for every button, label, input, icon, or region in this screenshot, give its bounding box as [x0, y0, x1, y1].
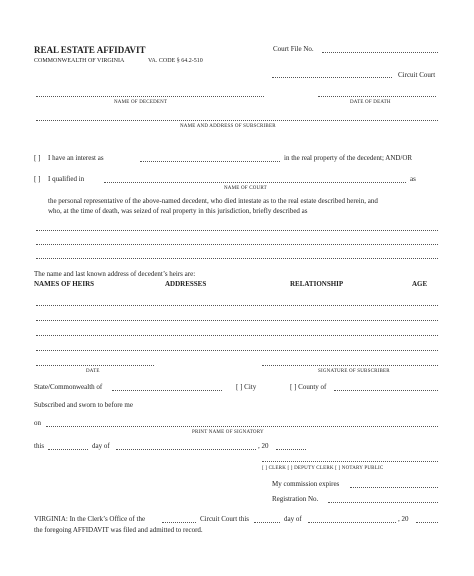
signature-caption: SIGNATURE OF SUBSCRIBER	[318, 369, 390, 374]
footer-prefix: VIRGINIA: In the Clerk’s Office of the	[34, 515, 146, 523]
heirs-intro: The name and last known address of decedent’s heirs are:	[34, 270, 196, 278]
county-option[interactable]: [ ] County of	[290, 383, 327, 391]
heir-line-4[interactable]	[36, 350, 438, 351]
date-of-death-caption: DATE OF DEATH	[350, 100, 391, 105]
interest-field[interactable]	[140, 161, 280, 162]
court-name-caption: NAME OF COURT	[224, 186, 267, 191]
decedent-name-caption: NAME OF DECEDENT	[114, 100, 168, 105]
qualified-label: I qualified in	[48, 175, 85, 183]
footer-line-2: the foregoing AFFIDAVIT was filed and admitted to record.	[34, 526, 203, 534]
this-label: this	[34, 442, 45, 450]
commission-label: My commission expires	[272, 480, 340, 488]
footer-year-prefix: , 20	[398, 515, 409, 523]
city-county-field[interactable]	[334, 390, 438, 391]
state-field[interactable]	[112, 390, 222, 391]
heir-line-1[interactable]	[36, 305, 438, 306]
day-field[interactable]	[48, 449, 88, 450]
registration-label: Registration No.	[272, 495, 319, 503]
footer-year-field[interactable]	[416, 522, 438, 523]
subscribed-label: Subscribed and sworn to before me	[34, 401, 133, 409]
court-file-field[interactable]	[322, 52, 438, 53]
form-title: REAL ESTATE AFFIDAVIT	[34, 45, 146, 55]
on-label: on	[34, 419, 41, 427]
subscriber-field[interactable]	[36, 120, 438, 121]
col-addresses: ADDRESSES	[165, 280, 207, 288]
registration-field[interactable]	[328, 502, 438, 503]
qualified-suffix: as	[410, 175, 416, 183]
circuit-court-field[interactable]	[272, 77, 392, 78]
footer-mid: Circuit Court this	[200, 515, 249, 523]
official-signature-field[interactable]	[262, 461, 438, 462]
signature-field[interactable]	[262, 365, 438, 366]
on-field[interactable]	[46, 426, 438, 427]
footer-court-field[interactable]	[162, 522, 196, 523]
interest-label: I have an interest as	[48, 154, 104, 162]
property-line-1[interactable]	[36, 230, 438, 231]
year-prefix: , 20	[258, 442, 269, 450]
year-field[interactable]	[276, 449, 306, 450]
day-of-label: day of	[92, 442, 110, 450]
footer-month-field[interactable]	[308, 522, 396, 523]
footer-day-of: day of	[284, 515, 302, 523]
interest-suffix: in the real property of the decedent; AND/OR	[284, 154, 413, 162]
property-line-3[interactable]	[36, 258, 438, 259]
city-option[interactable]: [ ] City	[236, 383, 257, 391]
heir-line-2[interactable]	[36, 320, 438, 321]
signatory-caption: PRINT NAME OF SIGNATORY	[192, 430, 264, 435]
footer-day-field[interactable]	[254, 522, 280, 523]
court-name-field[interactable]	[104, 182, 406, 183]
col-names-of-heirs: NAMES OF HEIRS	[34, 280, 95, 288]
date-caption: DATE	[86, 369, 100, 374]
heir-line-3[interactable]	[36, 335, 438, 336]
paragraph-line-1: the personal representative of the above-named decedent, who died intestate as to the real estate described herein, and	[48, 197, 378, 205]
date-of-death-field[interactable]	[318, 96, 436, 97]
clerk-options[interactable]: [ ] CLERK [ ] DEPUTY CLERK [ ] NOTARY PUBLIC	[262, 466, 384, 471]
interest-checkbox[interactable]: [ ]	[34, 154, 41, 162]
month-field[interactable]	[116, 449, 256, 450]
paragraph-line-2: who, at the time of death, was seized of real property in this jurisdiction, briefly described as	[48, 207, 308, 215]
statute-code: VA. CODE § 64.2-510	[148, 58, 203, 64]
state-label: State/Commonwealth of	[34, 383, 103, 391]
col-relationship: RELATIONSHIP	[290, 280, 344, 288]
commission-field[interactable]	[350, 487, 438, 488]
property-line-2[interactable]	[36, 244, 438, 245]
qualified-checkbox[interactable]: [ ]	[34, 175, 41, 183]
col-age: AGE	[412, 280, 428, 288]
form-subtitle: COMMONWEALTH OF VIRGINIA	[34, 58, 125, 64]
court-file-label: Court File No.	[273, 45, 314, 53]
circuit-court-label: Circuit Court	[398, 71, 436, 79]
decedent-name-field[interactable]	[36, 96, 264, 97]
subscriber-caption: NAME AND ADDRESS OF SUBSCRIBER	[180, 124, 276, 129]
date-field[interactable]	[36, 365, 154, 366]
